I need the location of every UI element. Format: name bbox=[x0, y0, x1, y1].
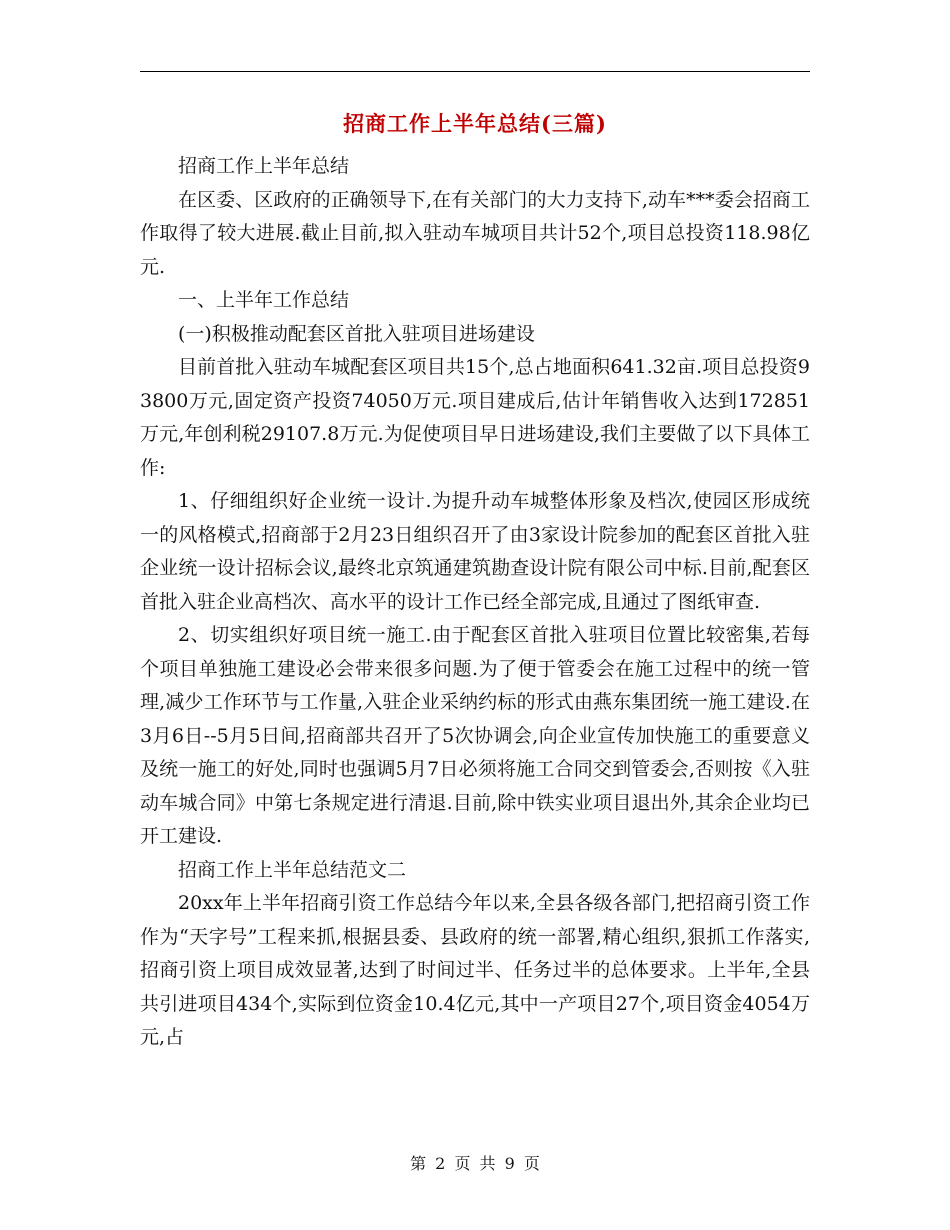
paragraph: 2、切实组织好项目统一施工.由于配套区首批入驻项目位置比较密集,若每个项目单独施工建设必会带来很多问题.为了便于管委会在施工过程中的统一管理,减少工作环节与工作量,入驻企业采纳约标的形式由燕东集团统一施工建设.在3月6日--5月5日间,招商部共召开了5次协调会,向企业宣传加快施工的重要意义及统一施工的好处,同时也强调5月7日必须将施工合同交到管委会,否则按《入驻动车城合同》中第七条规定进行清退.目前,除中铁实业项目退出外,其余企业均已开工建设. bbox=[140, 624, 810, 847]
paragraph: 在区委、区政府的正确领导下,在有关部门的大力支持下,动车***委会招商工作取得了较大进展.截止目前,拟入驻动车城项目共计52个,项目总投资118.98亿元. bbox=[140, 188, 810, 278]
paragraph: 20xx年上半年招商引资工作总结今年以来,全县各级各部门,把招商引资工作作为“天字号”工程来抓,根据县委、县政府的统一部署,精心组织,狠抓工作落实,招商引资上项目成效显著,达到了时间过半、任务过半的总体要求。上半年,全县共引进项目434个,实际到位资金10.4亿元,其中一产项目27个,项目资金4054万元,占 bbox=[140, 892, 810, 1048]
paragraph: 目前首批入驻动车城配套区项目共15个,总占地面积641.32亩.项目总投资93800万元,固定资产投资74050万元.项目建成后,估计年销售收入达到172851万元,年创利税29107.8万元.为促使项目早日进场建设,我们主要做了以下具体工作: bbox=[140, 356, 810, 479]
header-rule bbox=[140, 71, 810, 72]
document-title: 招商工作上半年总结(三篇) bbox=[343, 111, 607, 136]
section-heading: 招商工作上半年总结 bbox=[178, 155, 350, 177]
section-heading: 一、上半年工作总结 bbox=[178, 289, 350, 311]
section-heading: 招商工作上半年总结范文二 bbox=[178, 858, 407, 881]
page-number: 第 2 页 共 9 页 bbox=[410, 1154, 540, 1173]
document-body bbox=[140, 150, 810, 1055]
subsection-heading: (一)积极推动配套区首批入驻项目进场建设 bbox=[178, 322, 535, 345]
paragraph: 1、仔细组织好企业统一设计.为提升动车城整体形象及档次,使园区形成统一的风格模式,招商部于2月23日组织召开了由3家设计院参加的配套区首批入驻企业统一设计招标会议,最终北京筑通建筑勘查设计院有限公司中标.目前,配套区首批入驻企业高档次、高水平的设计工作已经全部完成,且通过了图纸审查. bbox=[140, 490, 810, 613]
